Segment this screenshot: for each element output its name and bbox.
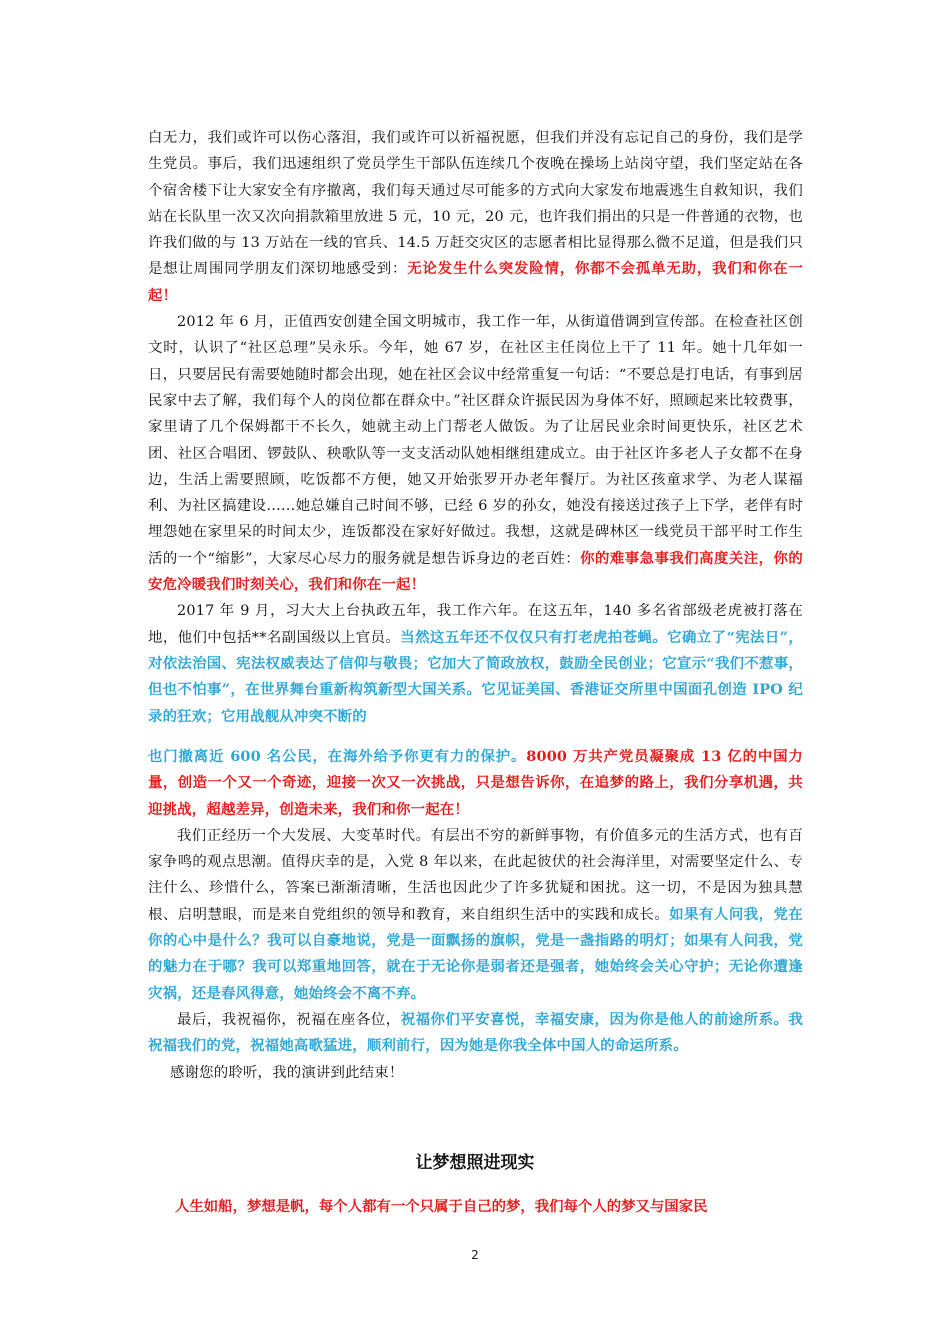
paragraph [148,744,803,823]
paragraph [148,125,803,309]
highlight-red: 你的难事急事我们高度关注，你的安危冷暖我们时刻关心，我们和你在一起！ [148,549,803,594]
intro-red-line: 人生如船，梦想是帆，每个人都有一个只属于自己的梦，我们每个人的梦又与国家民 [175,1198,708,1215]
highlight-red: 无论发生什么突发险情，你都不会孤单无助，我们和你在一起！ [148,260,804,304]
section-title: 让梦想照进现实 [415,1153,535,1173]
paragraph-text: 2017 年 9 月，习大大上台执政五年，我工作六年。在这五年，140 多名省部级老虎被打落在地，他们中包括**名副国级以上官员。 [148,603,803,646]
highlight-blue: 当然这五年还不仅仅只有打老虎拍苍蝇。它确立了“宪法日”，对依法治国、宪法权威表达了信仰与敬畏；它加大了简政放权，鼓励全民创业；它宣示“我们不惹事，但也不怕事”，在世界舞台重新构筑新型大国关系。它见证美国、香港证交所里中国面孔创造 IPO 纪录的狂欢；它用战舰从冲突不断的 [148,628,803,725]
paragraph-text: 最后，我祝福你，祝福在座各位， [177,1011,401,1028]
paragraph-text: 白无力，我们或许可以伤心落泪，我们或许可以祈福祝愿，但我们并没有忘记自己的身份，我们是学生党员。事后，我们迅速组织了党员学生干部队伍连续几个夜晚在操场上站岗守望，我们坚定站在各个宿舍楼下让大家安全有序撤离，我们每天通过尽可能多的方式向大家发布地震逃生自救知识，我们站在长队里一次又次向捐款箱里放进 5 元，10 元，20 元，也许我们捐出的只是一件普通的衣物，也许我们做的与 13 万站在一线的官兵、14.5 万赶交灾区的志愿者相比显得那么微不足道，但是我们只是想让周围同学朋友们深切地感受到： [148,130,803,278]
text-block-a [148,125,803,730]
paragraph-text: 2012 年 6 月，正值西安创建全国文明城市，我工作一年，从街道借调到宣传部。在检查社区创文时，认识了“社区总理”吴永乐。今年，她 67 岁，在社区主任岗位上干了 11 年。她十几年如一日，只要居民有需要她随时都会出现，她在社区会议中经常重复一句话：“不要总是打电话，有事到居民家中去了解，我们每个人的岗位都在群众中。”社区群众许振民因为身体不好，照顾起来比较费事，家里请了几个保姆都干不长久，她就主动上门帮老人做饭。为了让居民业余时间更快乐，社区艺术团、社区合唱团、锣鼓队、秧歌队等一支支活动队她相继组建成立。由于社区许多老人子女都不在身边，生活上需要照顾，吃饭都不方便，她又开始张罗开办老年餐厅。为社区孩童求学、为老人谋福利、为社区搞建设……她总嫌自己时间不够，已经 6 岁的孙女，她没有接送过孩子上下学，老伴有时埋怨她在家里呆的时间太少，连饭都没在家好好做过。我想，这就是碑林区一线党员干部平时工作生活的一个“缩影”，大家尽心尽力的服务就是想告诉身边的老百姓： [148,314,803,567]
highlight-blue: 如果有人问我，党在你的心中是什么？我可以自豪地说，党是一面飘扬的旗帜，党是一盏指路的明灯；如果有人问我，党的魅力在于哪？我可以郑重地回答，就在于无论你是弱者还是强者，她始终会关心守护；无论你遭逢灾祸，还是春风得意，她始终会不离不弃。 [148,905,803,1002]
highlight-red: 8000 万共产党员凝聚成 13 亿的中国力量，创造一个又一个奇迹，迎接一次又一次挑战，只是想告诉你，在追梦的路上，我们分享机遇，共迎挑战，超越差异，创造未来，我们和你一起在！ [148,748,804,818]
paragraph [148,1060,803,1086]
paragraph-text: 感谢您的聆听，我的演讲到此结束！ [170,1064,404,1081]
paragraph [148,309,803,598]
paragraph [148,1007,803,1060]
highlight-blue: 祝福你们平安喜悦，幸福安康，因为你是他人的前途所系。我祝福我们的党，祝福她高歌猛进，顺利前行，因为她是你我全体中国人的命运所系。 [148,1010,803,1055]
page-number: 2 [471,1248,479,1262]
paragraph [148,823,803,1007]
text-block-b [148,744,803,1086]
paragraph [148,598,803,729]
highlight-blue: 也门撤离近 600 名公民，在海外给予你更有力的保护。 [148,748,527,765]
paragraph-text: 我们正经历一个大发展、大变革时代。有层出不穷的新鲜事物，有价值多元的生活方式，也有百家争鸣的观点思潮。值得庆幸的是，入党 8 年以来，在此起彼伏的社会海洋里，对需要坚定什么、专注什么、珍惜什么，答案已渐渐清晰，生活也因此少了许多犹疑和困扰。这一切，不是因为独具慧根、启明慧眼，而是来自党组织的领导和教育，来自组织生活中的实践和成长。 [148,827,803,923]
